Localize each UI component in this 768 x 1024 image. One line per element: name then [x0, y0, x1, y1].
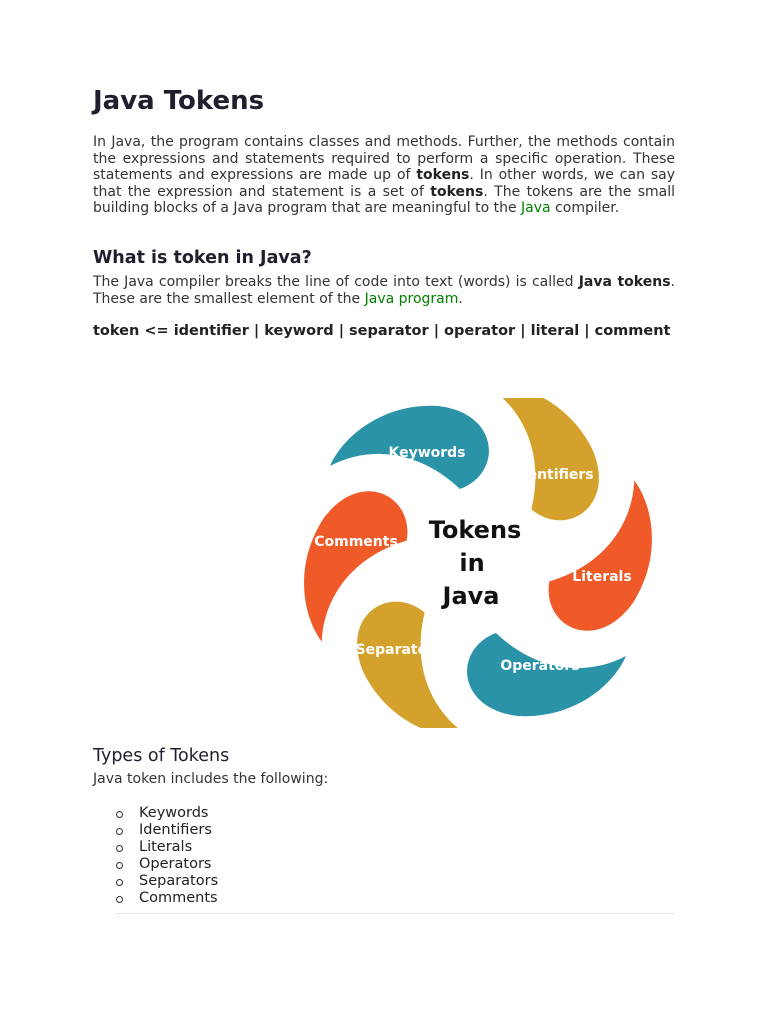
intro-text-4: compiler. — [550, 200, 620, 216]
list-item — [116, 873, 218, 890]
intro-paragraph — [93, 134, 675, 217]
section-heading-types: Types of Tokens — [93, 746, 230, 766]
petal-operators — [467, 633, 626, 716]
what-is-text-2: . These are the smallest element of the — [93, 274, 675, 307]
intro-text-1: In Java, the program contains classes and methods. Further, the methods contain the expressions and statements required to perform a specific operation. These statements and expressions are made up of — [93, 134, 675, 183]
bullet-icon — [116, 862, 123, 869]
token-grammar: token <= identifier | keyword | separator | operator | literal | comment — [93, 323, 671, 339]
token-types-list — [116, 805, 218, 907]
what-is-text-1: The Java compiler breaks the line of code into text (words) is called — [93, 274, 579, 290]
intro-bold-tokens-1: tokens — [416, 167, 470, 183]
java-program-link[interactable]: Java program — [364, 290, 459, 307]
page-title: Java Tokens — [93, 86, 265, 116]
bullet-icon — [116, 896, 123, 903]
types-intro: Java token includes the following: — [93, 771, 329, 787]
list-item — [116, 839, 218, 856]
center-label-line-1: Tokens — [428, 516, 522, 544]
divider — [116, 913, 675, 914]
petal-label-operators: Operators — [500, 658, 580, 674]
center-label-line-3: Java — [442, 582, 500, 610]
center-label-line-2: in — [459, 549, 485, 577]
what-is-paragraph — [93, 274, 675, 307]
petal-label-literals: Literals — [572, 569, 632, 585]
petal-label-keywords: Keywords — [388, 445, 466, 461]
list-item-label: Identifiers — [139, 822, 212, 838]
list-item — [116, 890, 218, 907]
list-item — [116, 856, 218, 873]
list-item-label: Comments — [139, 890, 218, 906]
intro-text-3: . The tokens are the small building blocks of a Java program that are meaningful to the — [93, 183, 676, 216]
list-item-label: Separators — [139, 873, 219, 889]
petal-label-comments: Comments — [314, 534, 398, 550]
intro-bold-tokens-2: tokens — [430, 183, 484, 200]
bullet-icon — [116, 811, 123, 818]
list-item-label: Literals — [139, 839, 193, 855]
list-item — [116, 805, 218, 822]
list-item-label: Keywords — [139, 805, 209, 821]
java-link[interactable]: Java — [521, 200, 551, 216]
bullet-icon — [116, 879, 123, 886]
what-is-text-3: . — [458, 290, 463, 307]
list-item-label: Operators — [139, 856, 212, 872]
petal-label-identifiers: Identifiers — [512, 467, 594, 483]
what-is-bold-java-tokens: Java tokens — [578, 274, 671, 290]
bullet-icon — [116, 828, 123, 835]
section-heading-what-is-token: What is token in Java? — [93, 248, 312, 268]
list-item — [116, 822, 218, 839]
tokens-diagram — [293, 398, 663, 728]
bullet-icon — [116, 845, 123, 852]
intro-text-2: . In other words, we can say that the expression and statement is a set of — [93, 167, 675, 200]
petal-label-separators: Separators — [355, 642, 443, 658]
